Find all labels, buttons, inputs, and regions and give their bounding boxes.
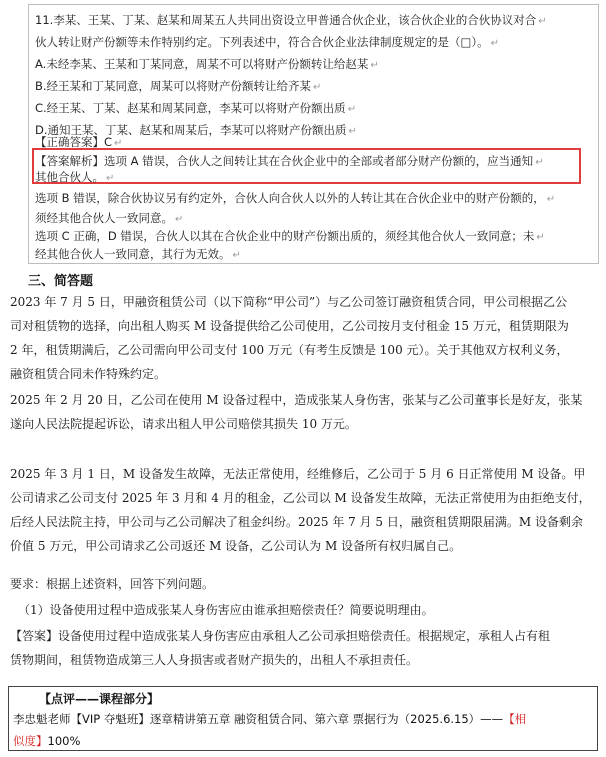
case-p1-line: 司对租赁物的选择，向出租人购买 M 设备提供给乙公司使用，乙公司按月支付租金 15 万元，租赁期限为: [10, 319, 569, 333]
case-paragraph-2: [10, 388, 596, 436]
option-d: D.通知王某、丁某、赵某和周某后，李某可以将财产份额出质 ↵: [35, 123, 357, 137]
explanation-line-2: 其他合伙人。 ↵: [35, 170, 115, 184]
review-course-text: 李忠魁老师【VIP 夺魁班】逐章精讲第五章 融资租赁合同、第六章 票据行为（2025.6.15）——: [13, 712, 504, 726]
option-b: B.经王某和丁某同意，周某可以将财产份额转让给齐某 ↵: [35, 79, 322, 93]
question-1-text: （1）设备使用过程中造成张某人身伤害应由谁承担赔偿责任？简要说明理由。: [18, 603, 434, 617]
option-a: A.未经李某、王某和丁某同意，周某不可以将财产份额转让给赵某 ↵: [35, 57, 379, 71]
question-box: [28, 4, 599, 264]
section-title: 三、简答题: [28, 274, 94, 289]
correct-answer: 【正确答案】C ↵: [35, 135, 123, 149]
explanation-c-line-1: 选项 C 正确，D 错误，合伙人以其在合伙企业中的财产份额出质的，须经其他合伙人一致同意；未 ↵: [35, 229, 545, 243]
similarity-label-part-2: 似度】: [13, 734, 48, 748]
review-line-2: [13, 733, 80, 749]
case-p1-line: 融资租赁合同未作特殊约定。: [10, 367, 167, 381]
explanation-c-line-2: 经其他合伙人一致同意，其行为无效。 ↵: [35, 247, 241, 261]
case-p3-line: 后经人民法院主持，甲公司与乙公司解决了租金纠纷。2025 年 7 月 5 日，融资租赁期限届满。M 设备剩余: [10, 515, 583, 529]
answer-paragraph: [10, 624, 596, 672]
review-title: 【点评——课程部分】: [39, 692, 160, 706]
question-stem-line-2: 伙人转让财产份额等未作特别约定。下列表述中，符合合伙企业法律制度规定的是（□）。 ↵: [35, 35, 500, 49]
similarity-value: 100%: [47, 734, 81, 748]
case-p2-line: 遂向人民法院提起诉讼，请求出租人甲公司赔偿其损失 10 万元。: [10, 417, 357, 431]
explanation-b-line-1: 选项 B 错误，除合伙协议另有约定外，合伙人向合伙人以外的人转让其在合伙企业中的财产份额的， ↵: [35, 191, 556, 205]
option-c: C.经王某、丁某、赵某和周某同意，李某可以将财产份额出质 ↵: [35, 101, 357, 115]
answer-line: 【答案】设备使用过程中造成张某人身伤害应由承租人乙公司承担赔偿责任。根据规定，承租人占有租: [10, 629, 551, 643]
question-1-line: [10, 598, 596, 622]
review-line-1: [13, 711, 526, 727]
case-paragraph-3: [10, 462, 596, 558]
case-p2-line: 2025 年 2 月 20 日，乙公司在使用 M 设备过程中，造成张某人身伤害，张某与乙公司董事长是好友，张某: [10, 393, 583, 407]
requirement-line: [10, 572, 596, 596]
question-stem-line-1: 11.李某、王某、丁某、赵某和周某五人共同出资设立甲普通合伙企业，该合伙企业的合伙协议对合 ↵: [35, 13, 547, 27]
case-p3-line: 公司请求乙公司支付 2025 年 3 月和 4 月的租金，乙公司以 M 设备发生故障，无法正常使用为由拒绝支付，: [10, 491, 591, 505]
explanation-b-line-2: 须经其他合伙人一致同意。 ↵: [35, 211, 184, 225]
case-p1-line: 2023 年 7 月 5 日，甲融资租赁公司（以下简称“甲公司”）与乙公司签订融资租赁合同，甲公司根据乙公: [10, 295, 568, 309]
review-box: [8, 686, 598, 751]
answer-line: 赁物期间，租赁物造成第三人人身损害或者财产损失的，出租人不承担责任。: [10, 653, 419, 667]
case-p3-line: 2025 年 3 月 1 日，M 设备发生故障，无法正常使用，经维修后，乙公司于 5 月 6 日正常使用 M 设备。甲: [10, 467, 586, 481]
case-paragraph-1: [10, 290, 596, 386]
similarity-label-part-1: 【相: [503, 712, 527, 726]
case-p1-line: 2 年，租赁期满后，乙公司需向甲公司支付 100 万元（有考生反馈是 100 元）。关于其他双方权利义务，: [10, 343, 569, 357]
explanation-line-1: 【答案解析】选项 A 错误，合伙人之间转让其在合伙企业中的全部或者部分财产份额的，应当通知 ↵: [35, 154, 544, 168]
case-p3-line: 价值 5 万元，甲公司请求乙公司返还 M 设备，乙公司认为 M 设备所有权归属自己。: [10, 539, 462, 553]
requirement-text: 要求：根据上述资料，回答下列问题。: [10, 577, 215, 591]
